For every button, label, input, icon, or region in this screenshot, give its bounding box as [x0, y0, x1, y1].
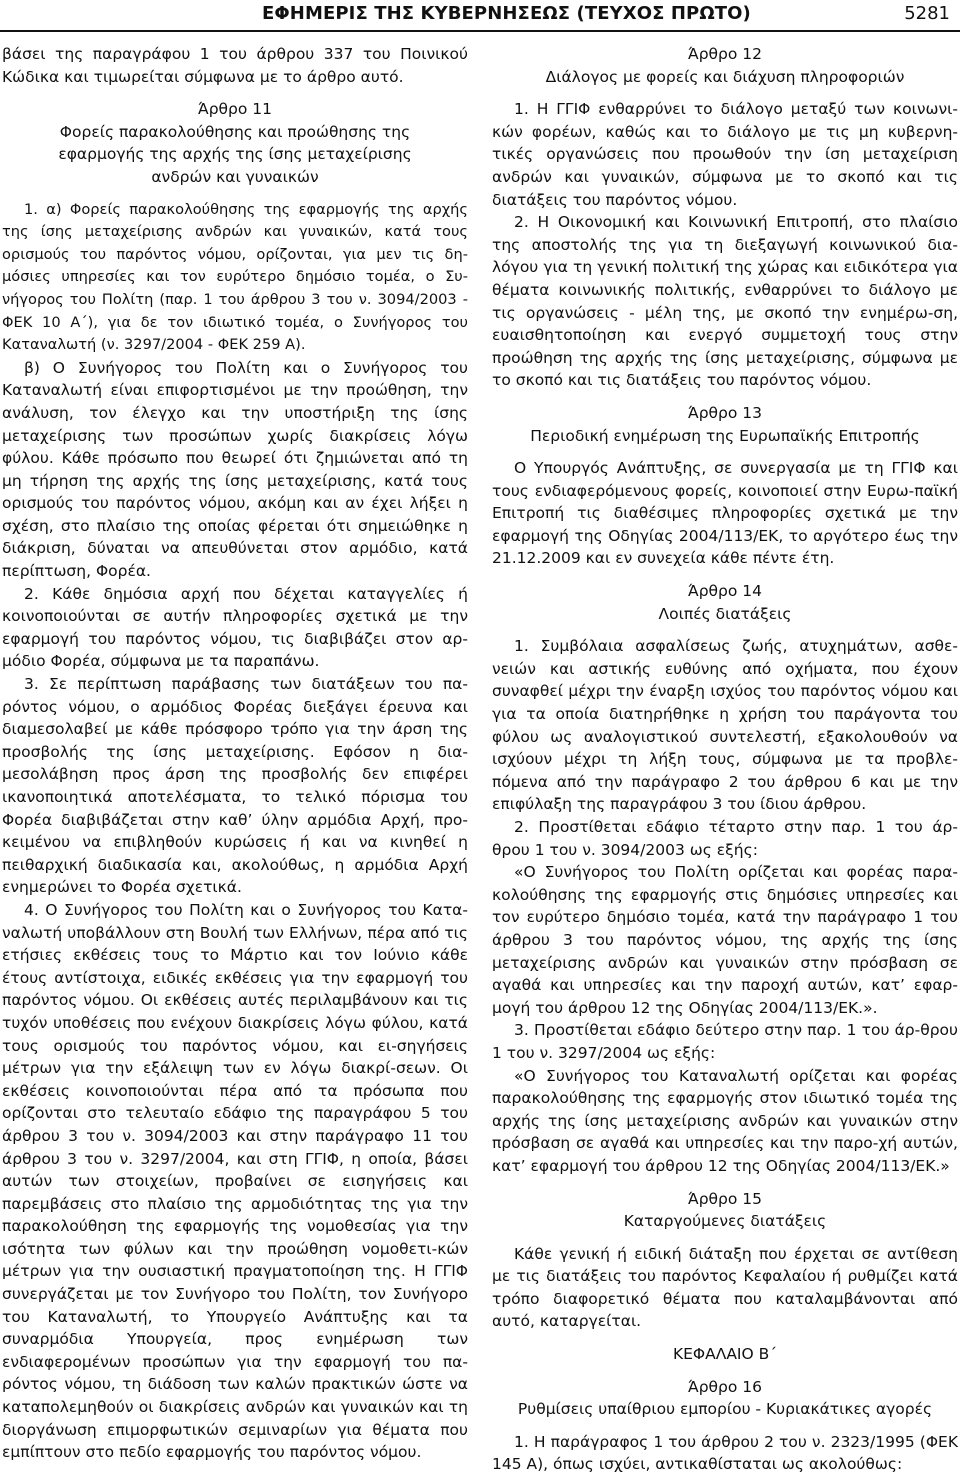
- article-13-heading: Άρθρο 13: [687, 403, 763, 422]
- article-13-title: Περιοδική ενημέρωση της Ευρωπαϊκής Επιτροπής: [530, 426, 920, 445]
- article-11-title-line: Φορείς παρακολούθησης και προώθησης της: [59, 122, 411, 141]
- article-11-para-1a: 1. α) Φορείς παρακολούθησης της εφαρμογής της αρχής της ίσης μεταχείρισης ανδρών και γυναικών, κατά τους ορισμούς του παρόντος νόμου, ορίζονται, για μεν τις δη-μόσιες υπηρεσίες και τον ευρύτερο δημόσιο τομέα, ο Συ-νήγορος του Πολίτη (παρ. 1 του άρθρου 3 του ν. 3094/2003 - ΦΕΚ 10 Α΄), για δε τον ιδιωτικό τομέα, ο Συνήγορος του Καταναλωτή (ν. 3297/2004 - ΦΕΚ 259 Α).: [2, 200, 468, 354]
- article-12-para-2: 2. Η Οικονομική και Κοινωνική Επιτροπή, στο πλαίσιο της αποστολής της για τη διεξαγωγή κοινωνικού δια-λόγου για τη γενική πολιτική της χώρας και ειδικότερα για θέματα κοινωνικής πολιτικής, ενθαρρύνει το διάλογο με τις οργανώσεις - μέλη της, με σκοπό την ενημέρω-ση, ευαισθητοποίηση και ενεργό συμμετοχή τους στην προώθηση της αρχής της ίσης μεταχείρισης, σύμφωνα με το σκοπό και τις διατάξεις του παρόντος νόμου.: [492, 213, 958, 390]
- article-14-para-3: 3. Προστίθεται εδάφιο δεύτερο στην παρ. 1 του άρ-θρου 1 του ν. 3297/2004 ως εξής:: [492, 1021, 958, 1062]
- article-14-title: Λοιπές διατάξεις: [658, 604, 792, 623]
- article-15-title: Καταργούμενες διατάξεις: [623, 1212, 827, 1231]
- article-14-heading: Άρθρο 14: [687, 582, 763, 601]
- article-15-para: Κάθε γενική ή ειδική διάταξη που έρχεται σε αντίθεση με τις διατάξεις του παρόντος Κεφαλαίου ή ρυθμίζει κατά τρόπο διαφορετικό θέματα που καταλαμβάνονται από αυτό, καταργείται.: [492, 1244, 958, 1331]
- article-11-para-3: 3. Σε περίπτωση παράβασης των διατάξεων του πα-ρόντος νόμου, ο αρμόδιος Φορέας διεξάγει έρευνα και διαμεσολαβεί με κάθε πρόσφορο τρόπο για την άρση της προσβολής της ίσης μεταχείρισης. Εφόσον η δια-μεσολάβηση προς άρση της προσβολής δεν επιφέρει ικανοποιητικά αποτελέσματα, το τελικό πόρισμα του Φορέα διαβιβάζεται στην καθ’ ύλην αρμόδια Αρχή, προ-κειμένου να επιβληθούν κυρώσεις ή και να κινηθεί η πειθαρχική διαδικασία και, ακολούθως, η αρμόδια Αρχή ενημερώνει το Φορέα σχετικά.: [2, 675, 468, 897]
- article-12-para-1: 1. Η ΓΓΙΦ ενθαρρύνει το διάλογο μεταξύ των κοινωνι-κών φορέων, καθώς και το διάλογο με τις μη κυβερνη-τικές οργανώσεις που προωθούν την ίση μεταχείριση ανδρών και γυναικών, σύμφωνα με το σκοπό και τις διατάξεις του παρόντος νόμου.: [492, 100, 958, 209]
- article-15-heading: Άρθρο 15: [687, 1189, 763, 1208]
- article-11-para-1b: β) Ο Συνήγορος του Πολίτη και ο Συνήγορος του Καταναλωτή είναι επιφορτισμένοι με την προώθηση, την ανάλυση, τον έλεγχο και την υποστήριξη της ίσης μεταχείρισης των προσώπων χωρίς διακρίσεις λόγω φύλου. Κάθε πρόσωπο που θεωρεί ότι ζημιώνεται από τη μη τήρηση της αρχής της ίσης μεταχείρισης, κατά τους ορισμούς του παρόντος νόμου, ακόμη και αν έχει λήξει η σχέση, στο πλαίσιο της οποίας φέρεται ότι σημειώθηκε η διάκριση, δύναται να απευθύνεται στον αρμόδιο, κατά περίπτωση, Φορέα.: [2, 358, 468, 581]
- article-11-title-line: εφαρμογής της αρχής της ίσης μεταχείρισης: [58, 145, 412, 164]
- article-14-quote-3: «Ο Συνήγορος του Καταναλωτή ορίζεται και φορέας παρακολούθησης της εφαρμογής στον ιδιωτικό τομέα της αρχής της ίσης μεταχείρισης ανδρών και γυναικών στην πρόσβαση σε αγαθά και υπηρεσίες και την παρο-χή αυτών, κατ’ εφαρμογή του άρθρου 12 της Οδηγίας 2004/113/ΕΚ.»: [492, 1066, 958, 1175]
- article-13-para: Ο Υπουργός Ανάπτυξης, σε συνεργασία με τη ΓΓΙΦ και τους ενδιαφερόμενους φορείς, κοινοποιεί στην Ευρω-παϊκή Επιτροπή τις διαθέσιμες πληροφορίες σχετικά με την εφαρμογή της Οδηγίας 2004/113/ΕΚ, το αργότερο έως την 21.12.2009 και εν συνεχεία κάθε πέντε έτη.: [492, 459, 958, 568]
- article-11-para-4: 4. Ο Συνήγορος του Πολίτη και ο Συνήγορος του Κατα-ναλωτή υποβάλλουν στη Βουλή των Ελλήνων, πέρα από τις ετήσιες εκθέσεις τους το Μάρτιο και τον Ιούνιο κάθε έτους αντίστοιχα, ειδικές εκθέσεις για την εφαρμογή του παρόντος νόμου. Οι εκθέσεις αυτές περιλαμβάνουν και τις τυχόν υποθέσεις που ενέχουν διακρίσεις λόγω φύλου, κατά τους ορισμούς του παρόντος νόμου, και ει-σηγήσεις μέτρων για την εξάλειψη των εν λόγω διακρί-σεων. Οι εκθέσεις κοινοποιούνται πέρα από τα πρόσωπα που ορίζονται στο τελευταίο εδάφιο της παραγράφου 5 του άρθρου 3 του ν. 3094/2003 και στην παράγραφο 11 του άρθρου 3 του ν. 3297/2004, και στη ΓΓΙΦ, η οποία, βάσει αυτών των στοιχείων, προβαίνει σε εισηγήσεις και παρεμβάσεις στο πλαίσιο της αρμοδιότητας της για την παρακολούθηση της εφαρμογής της νομοθεσίας για την ισότητα των φύλων και την προώθηση νομοθετι-κών μέτρων για την ουσιαστική πραγματοποίηση της. Η ΓΓΙΦ συνεργάζεται με τον Συνήγορο του Πολίτη, τον Συνήγορο του Καταναλωτή, το Υπουργείο Ανάπτυξης και τα συναρμόδια Υπουργεία, προς ενημέρωση των ενδιαφερομένων προσώπων για την εφαρμογή του πα-ρόντος νόμου, τη διάδοση των καλών πρακτικών ώστε να καταπολεμηθούν οι διακρίσεις ανδρών και γυναικών και τη διοργάνωση επιμορφωτικών σεμιναρίων για θέματα που εμπίπτουν στο πεδίο εφαρμογής του παρόντος νόμου.: [2, 900, 468, 1462]
- page-header: [0, 0, 960, 30]
- header-rule: [0, 30, 960, 32]
- article-16-para-1: 1. Η παράγραφος 1 του άρθρου 2 του ν. 2323/1995 (ΦΕΚ 145 Α), όπως ισχύει, αντικαθίσταται ως ακολούθως:: [492, 1432, 958, 1474]
- article-14-quote-2: «Ο Συνήγορος του Πολίτη ορίζεται και φορέας παρα-κολούθησης της εφαρμογής στις δημόσιες υπηρεσίες και τον ευρύτερο δημόσιο τομέα, κατά την παράγραφο 1 του άρθρου 3 του παρόντος νόμου, της αρχής της ίσης μεταχείρισης ανδρών και γυναικών στην πρόσβαση σε αγαθά και υπηρεσίες και την παροχή αυτών, κατ’ εφαρ-μογή του άρθρου 12 της Οδηγίας 2004/113/ΕΚ.».: [492, 863, 958, 1017]
- right-column: [492, 43, 958, 1476]
- article-11-heading: Άρθρο 11: [197, 100, 273, 119]
- article-11-title-line: ανδρών και γυναικών: [151, 167, 319, 186]
- left-column: [2, 43, 468, 1464]
- article-12-heading: Άρθρο 12: [687, 45, 763, 63]
- article-14-para-2: 2. Προστίθεται εδάφιο τέταρτο στην παρ. 1 του άρ-θρου 1 του ν. 3094/2003 ως εξής:: [492, 818, 958, 859]
- chapter-heading: ΚΕΦΑΛΑΙΟ Β΄: [672, 1345, 778, 1364]
- gazette-title: ΕΦΗΜΕΡΙΣ ΤΗΣ ΚΥΒΕΡΝΗΣΕΩΣ (ΤΕΥΧΟΣ ΠΡΩΤΟ): [262, 3, 751, 24]
- article-11-para-2: 2. Κάθε δημόσια αρχή που δέχεται καταγγελίες ή κοινοποιούνται σε αυτήν πληροφορίες σχετικά με την εφαρμογή του παρόντος νόμου, τις διαβιβάζει στον αρ-μόδιο Φορέα, σύμφωνα με τα παραπάνω.: [2, 584, 468, 671]
- page-number: 5281: [904, 3, 950, 24]
- article-16-heading: Άρθρο 16: [687, 1377, 763, 1396]
- article-14-para-1: 1. Συμβόλαια ασφαλίσεως ζωής, ατυχημάτων, ασθε-νειών και αστικής ευθύνης από οχήματα, που έχουν συναφθεί μέχρι την έναρξη ισχύος του παρόντος νόμου και για τα οποία διατηρήθηκε η χρήση του παράγοντα του φύλου ως αναλογιστικού συντελεστή, εξακολουθούν να ισχύουν μέχρι τη λήξη τους, σύμφωνα με τα προβλε-πόμενα από την παράγραφο 2 του άρθρου 6 και με την επιφύλαξη της παραγράφου 3 του ίδιου άρθρου.: [492, 637, 958, 814]
- article-16-title: Ρυθμίσεις υπαίθριου εμπορίου - Κυριακάτικες αγορές: [517, 1400, 933, 1419]
- intro-paragraph: βάσει της παραγράφου 1 του άρθρου 337 του Ποινικού Κώδικα και τιμωρείται σύμφωνα με το άρθρο αυτό.: [2, 45, 468, 86]
- article-12-title: Διάλογος με φορείς και διάχυση πληροφοριών: [545, 67, 905, 86]
